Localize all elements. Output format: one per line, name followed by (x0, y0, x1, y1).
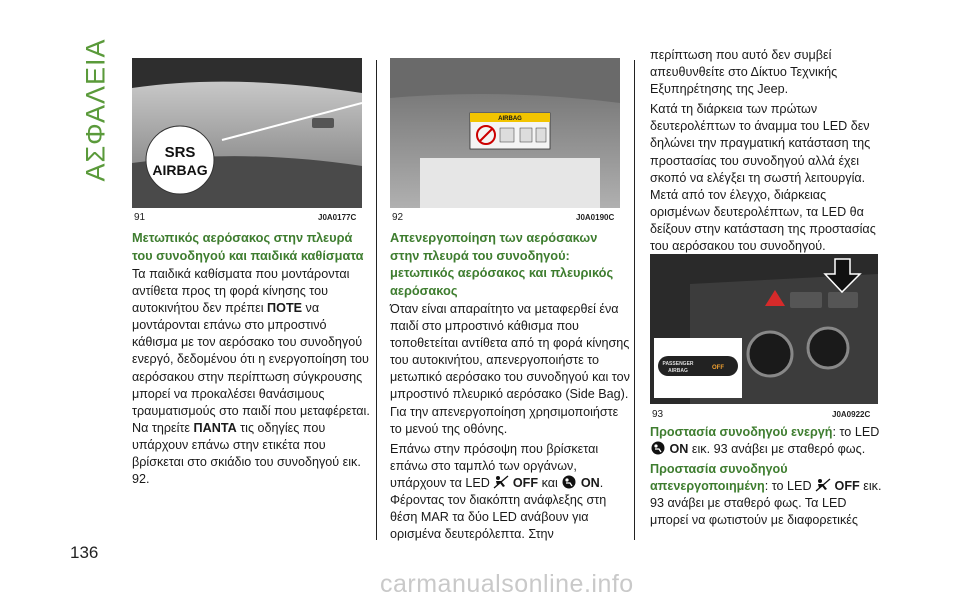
heading-front-airbag-child-seats: Μετωπικός αερόσακος στην πλευρά του συνοδηγού και παιδικά καθίσματα (132, 230, 364, 263)
passenger-airbag-on-icon (561, 475, 577, 489)
badge-airbag: AIRBAG (152, 162, 208, 178)
paragraph-led-check: Κατά τη διάρκεια των πρώτων δευτερολέπτων το άναμμα του LED δεν δηλώνει την πραγματική κατάσταση της προστασίας του συνοδηγού αλλά έχει σκοπό να ελέγξει τη σωστή λειτουργία. Μετά από τον έλεγχο, διάρκειας ορισμένων δευτερολέπτων, τα LED θα δείξουν στην κατάσταση της προστασίας του αερόσακου του συνοδηγού. (650, 102, 876, 254)
svg-text:AIRBAG: AIRBAG (498, 116, 522, 122)
page-number: 136 (70, 543, 99, 562)
svg-text:AIRBAG: AIRBAG (668, 368, 688, 374)
paragraph-child-seats: Τα παιδικά καθίσματα που μοντάρονται αντίθετα προς τη φορά κίνησης του αυτοκινήτου δεν πρέπει ΠΟΤΕ να μοντάρονται επάνω στο μπροστινό κάθισμα με τον αερόσακο του συνοδηγού ενεργό, δεδομένου ότι η ενεργοποίηση του αερόσακου στην περίπτωση σύγκρουσης μπορεί να προκαλέσει θανάσιμους τραυματισμούς στο παιδί που μεταφέρεται. Να τηρείτε ΠΑΝΤΑ τις οδηγίες που υπάρχουν επάνω στην ετικέτα που βρίσκεται στο σκιάδιο του συνοδηγού εικ. 92. (132, 267, 370, 487)
column-3-bottom (650, 424, 882, 533)
passenger-airbag-off-icon (815, 478, 831, 492)
figure-92-sunvisor-image (390, 58, 620, 208)
figure-93-number: 93 (652, 409, 664, 420)
figure-91-code: J0A0177C (318, 213, 357, 222)
column-divider (376, 60, 377, 540)
badge-srs: SRS (164, 144, 196, 161)
column-1 (132, 229, 370, 491)
svg-text:OFF: OFF (712, 365, 724, 371)
paragraph-protection-deactivated: Προστασία συνοδηγού απενεργοποιημένη: το LED OFF εικ. 93 ανάβει με σταθερό φως. Τα LED μπορεί να φωτιστούν με διαφορετικές (650, 462, 882, 528)
figure-93-console-image (650, 254, 878, 404)
paragraph-deactivation: Όταν είναι απαραίτητο να μεταφερθεί ένα παιδί στο μπροστινό κάθισμα που τοποθετείται αντίθετα από τη φορά κίνησης του αυτοκινήτου, απενεργοποιήστε το μετωπικό αερόσακο του συνοδηγού και τον μπροστινό πλευρικό αερόσακο (Side Bag). Για την απενεργοποίηση χρησιμοποιήστε το μενού της οθόνης. (390, 302, 630, 436)
watermark: carmanualsonline.info (380, 570, 634, 598)
svg-text:PASSENGER: PASSENGER (662, 361, 694, 367)
passenger-airbag-off-icon (493, 475, 509, 489)
paragraph-led-indicators: Επάνω στην πρόσοψη που βρίσκεται επάνω στο ταμπλό των οργάνων, υπάρχουν τα LED OFF και ON. Φέροντας τον διακόπτη ανάφλεξης στη θέση MAR τα δύο LED ανάβουν για ορισμένα δευτερόλεπτα. Στην (390, 441, 607, 542)
paragraph-service-network: περίπτωση που αυτό δεν συμβεί απευθυνθείτε στο Δίκτυο Τεχνικής Εξυπηρέτησης της Jeep. (650, 48, 838, 97)
figure-92-number: 92 (392, 212, 404, 223)
column-2 (390, 229, 630, 546)
column-3-top (650, 47, 882, 258)
passenger-airbag-on-icon (650, 441, 666, 455)
figure-92-code: J0A0190C (576, 213, 615, 222)
figure-93-code: J0A0922C (832, 410, 871, 419)
heading-deactivate-airbags: Απενεργοποίηση των αερόσακων στην πλευρά του συνοδηγού: μετωπικός αερόσακος και πλευρικός αερόσακος (390, 230, 614, 298)
column-divider (634, 60, 635, 540)
section-title: ΑΣΦΑΛΕΙΑ (80, 38, 111, 182)
paragraph-protection-active: Προστασία συνοδηγού ενεργή: το LED ON εικ. 93 ανάβει με σταθερό φως. (650, 425, 880, 457)
figure-91-dashboard-image (132, 58, 362, 208)
figure-91-number: 91 (134, 212, 146, 223)
